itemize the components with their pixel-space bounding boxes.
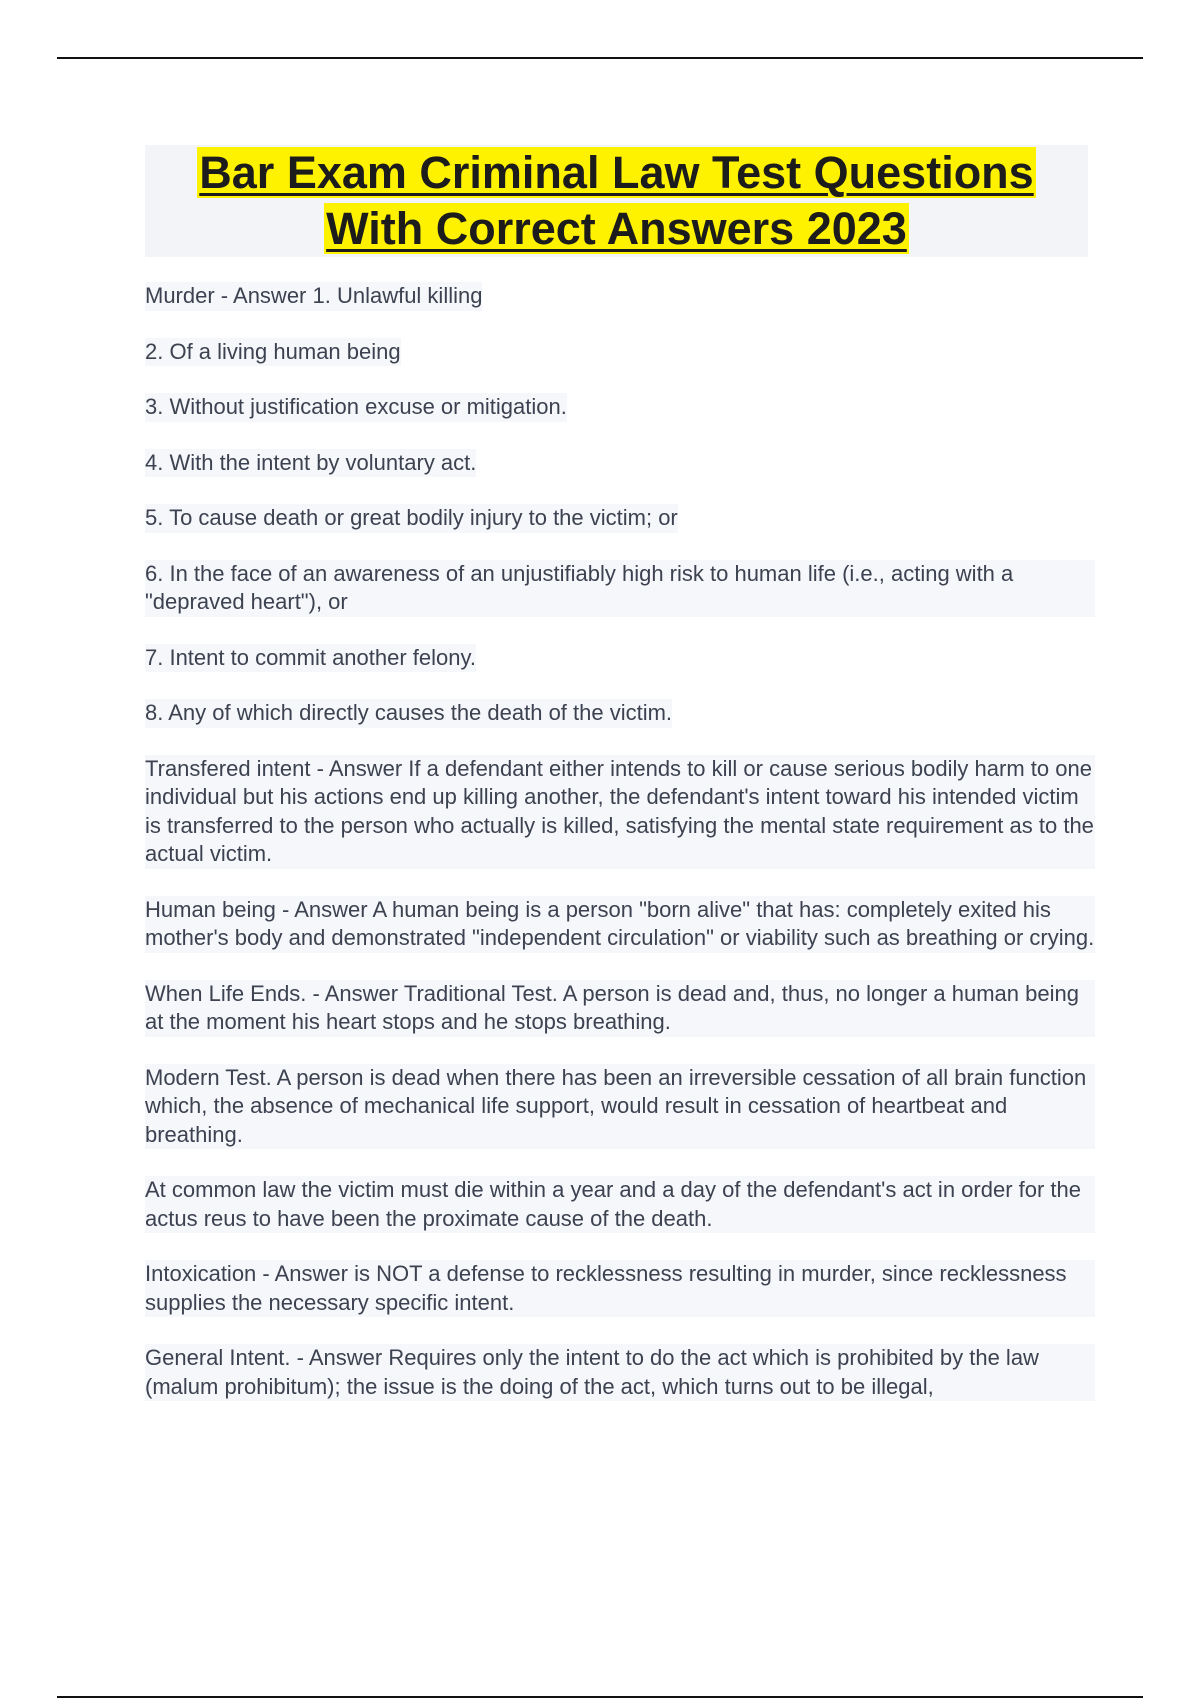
paragraph-item-3: 3. Without justification excuse or mitigation. <box>145 393 567 422</box>
paragraph-item-8: 8. Any of which directly causes the death of the victim. <box>145 699 672 728</box>
paragraph-general-intent: General Intent. - Answer Requires only the intent to do the act which is prohibited by the law (malum prohibitum); the issue is the doing of the act, which turns out to be illegal, <box>145 1344 1095 1401</box>
paragraph-item-6: 6. In the face of an awareness of an unjustifiably high risk to human life (i.e., acting with a "depraved heart"), or <box>145 560 1095 617</box>
paragraph-murder: Murder - Answer 1. Unlawful killing <box>145 282 482 311</box>
paragraph-human-being: Human being - Answer A human being is a person "born alive" that has: completely exited his mother's body and demonstrated "independent circulation" or viability such as breathing or crying. <box>145 896 1095 953</box>
paragraph-item-5: 5. To cause death or great bodily injury to the victim; or <box>145 504 678 533</box>
title-line-1-text: Bar Exam Criminal Law Test Questions <box>199 147 1034 198</box>
document-body <box>145 282 1095 1428</box>
title-line-2 <box>324 201 909 257</box>
paragraph-item-4: 4. With the intent by voluntary act. <box>145 449 476 478</box>
document-title <box>145 145 1088 257</box>
paragraph-when-life-ends: When Life Ends. - Answer Traditional Test. A person is dead and, thus, no longer a human being at the moment his heart stops and he stops breathing. <box>145 980 1095 1037</box>
title-line-1 <box>197 145 1035 201</box>
footer-rule <box>57 1696 1143 1698</box>
paragraph-intoxication: Intoxication - Answer is NOT a defense to recklessness resulting in murder, since recklessness supplies the necessary specific intent. <box>145 1260 1095 1317</box>
paragraph-transferred-intent: Transfered intent - Answer If a defendant either intends to kill or cause serious bodily harm to one individual but his actions end up killing another, the defendant's intent toward his intended victim is transferred to the person who actually is killed, satisfying the mental state requirement as to the actual victim. <box>145 755 1095 869</box>
header-rule <box>57 57 1143 59</box>
paragraph-item-2: 2. Of a living human being <box>145 338 401 367</box>
paragraph-year-and-a-day: At common law the victim must die within a year and a day of the defendant's act in order for the actus reus to have been the proximate cause of the death. <box>145 1176 1095 1233</box>
title-line-2-text: With Correct Answers 2023 <box>326 203 907 254</box>
paragraph-modern-test: Modern Test. A person is dead when there has been an irreversible cessation of all brain function which, the absence of mechanical life support, would result in cessation of heartbeat and breathing. <box>145 1064 1095 1150</box>
paragraph-item-7: 7. Intent to commit another felony. <box>145 644 476 673</box>
